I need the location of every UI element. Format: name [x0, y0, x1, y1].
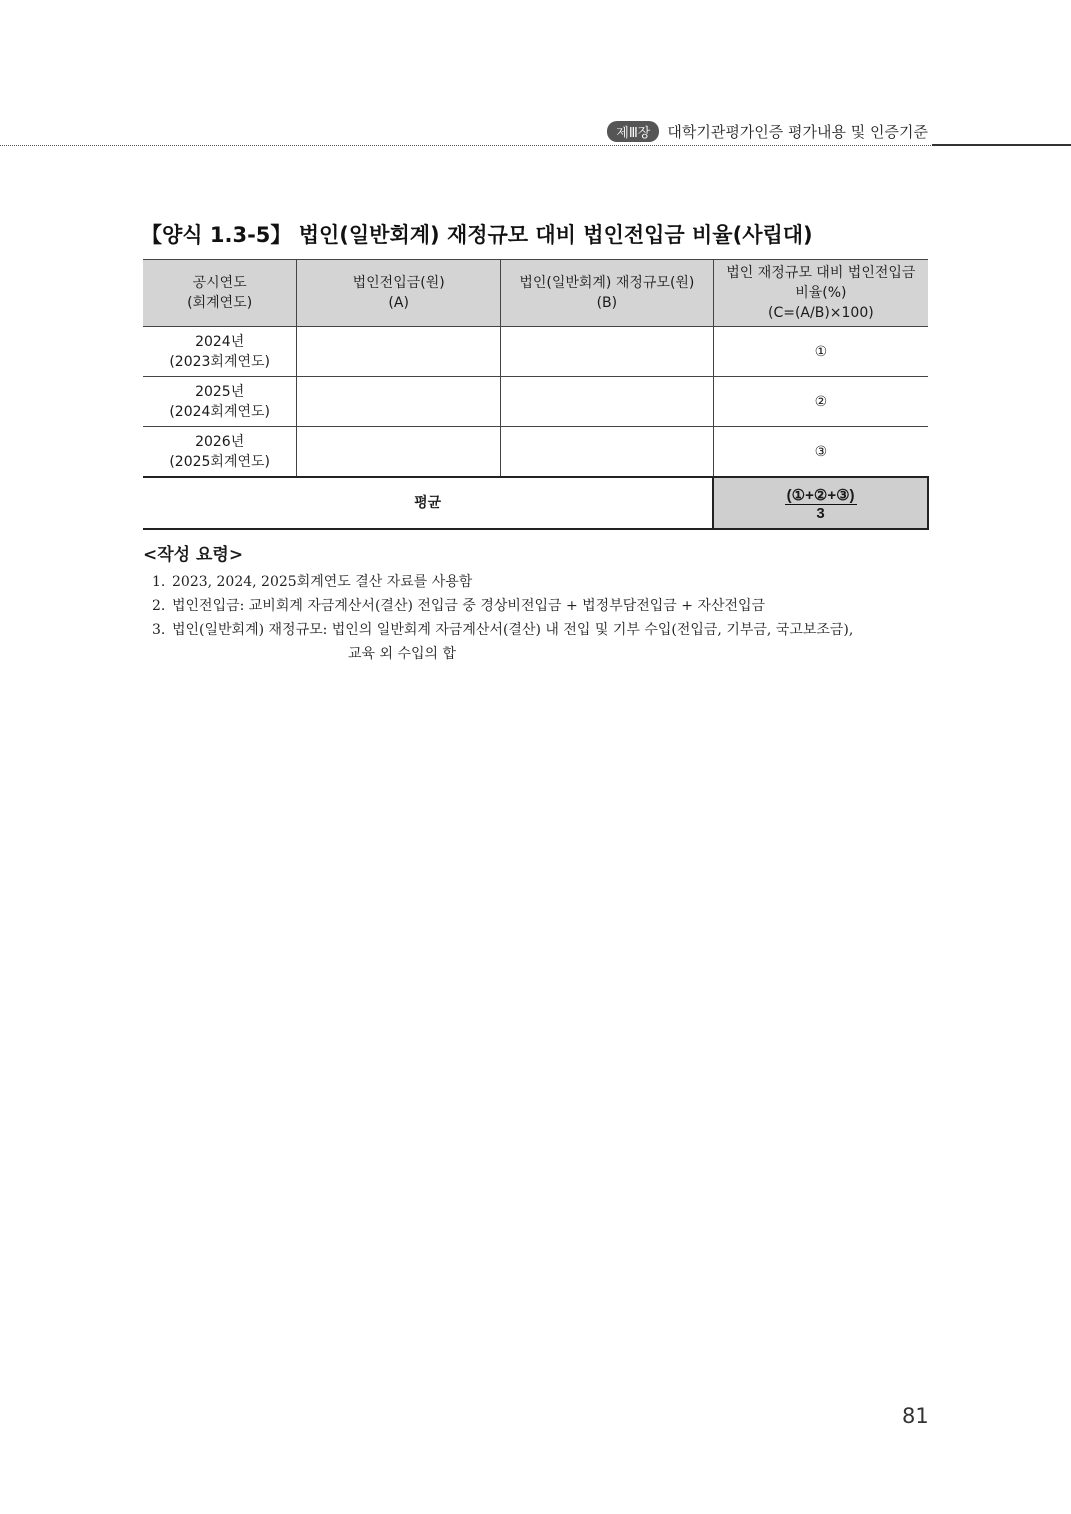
col-header-line: (C=(A/B)×100) [767, 305, 874, 321]
fiscal-year-label: (2024회계연도) [169, 403, 270, 420]
year-cell [143, 377, 297, 427]
fiscal-year-label: (2023회계연도) [169, 353, 270, 370]
ratio-cell[interactable]: ③ [713, 427, 928, 478]
year-label: 2026년 [195, 433, 245, 450]
year-label: 2024년 [195, 333, 245, 350]
col-header-line: (회계연도) [187, 295, 253, 311]
fiscal-year-label: (2025회계연도) [169, 453, 270, 470]
note-item [152, 618, 932, 642]
header-solid-rule [932, 144, 1071, 146]
table-row [143, 427, 928, 478]
finance-scale-cell[interactable] [501, 377, 714, 427]
average-fraction [785, 487, 857, 522]
note-number: 1. [152, 574, 166, 590]
note-text: 법인전입금: 교비회계 자금계산서(결산) 전입금 중 경상비전입금 + 법정부담전입금 + 자산전입금 [172, 598, 766, 614]
table-row [143, 327, 928, 377]
finance-scale-cell[interactable] [501, 327, 714, 377]
note-number: 3. [152, 622, 166, 638]
ratio-cell[interactable]: ① [713, 327, 928, 377]
col-header-line: 법인전입금(원) [352, 275, 445, 291]
note-text: 2023, 2024, 2025회계연도 결산 자료를 사용함 [172, 574, 473, 590]
year-label: 2025년 [195, 383, 245, 400]
col-header-ratio [713, 260, 928, 327]
col-header-line: (A) [388, 295, 409, 311]
col-header-transfer [297, 260, 501, 327]
form-title: 【양식 1.3-5】 법인(일반회계) 재정규모 대비 법인전입금 비율(사립대) [141, 223, 813, 247]
col-header-line: (B) [596, 295, 618, 311]
chapter-badge: 제Ⅲ장 [607, 121, 659, 142]
col-header-line: 법인 재정규모 대비 법인전입금 [726, 265, 916, 281]
average-row [143, 477, 928, 529]
col-header-line: 공시연도 [192, 275, 247, 291]
transfer-cell[interactable] [297, 327, 501, 377]
header-dotted-rule [0, 145, 1071, 146]
transfer-cell[interactable] [297, 377, 501, 427]
finance-scale-cell[interactable] [501, 427, 714, 478]
note-item [152, 594, 932, 618]
col-header-year [143, 260, 297, 327]
col-header-line: 법인(일반회계) 재정규모(원) [519, 275, 695, 291]
running-header [607, 121, 928, 142]
ratio-table [143, 259, 929, 530]
page-number: 81 [902, 1404, 929, 1428]
year-cell [143, 327, 297, 377]
col-header-line: 비율(%) [795, 285, 847, 301]
year-cell [143, 427, 297, 478]
notes-title: <작성 요령> [143, 545, 244, 565]
notes-list [152, 570, 932, 666]
chapter-title: 대학기관평가인증 평가내용 및 인증기준 [667, 123, 928, 141]
table-row [143, 377, 928, 427]
note-item [152, 570, 932, 594]
ratio-cell[interactable]: ② [713, 377, 928, 427]
average-label: 평균 [143, 477, 713, 529]
average-formula-cell[interactable] [713, 477, 928, 529]
average-numerator: (①+②+③) [786, 486, 855, 504]
transfer-cell[interactable] [297, 427, 501, 478]
note-continuation: 교육 외 수입의 합 [348, 646, 457, 662]
note-number: 2. [152, 598, 166, 614]
note-text: 법인(일반회계) 재정규모: 법인의 일반회계 자금계산서(결산) 내 전입 및 기부 수입(전입금, 기부금, 국고보조금), [172, 622, 854, 638]
average-denominator: 3 [816, 504, 825, 522]
col-header-finance-scale [501, 260, 714, 327]
table-header-row [143, 260, 928, 327]
